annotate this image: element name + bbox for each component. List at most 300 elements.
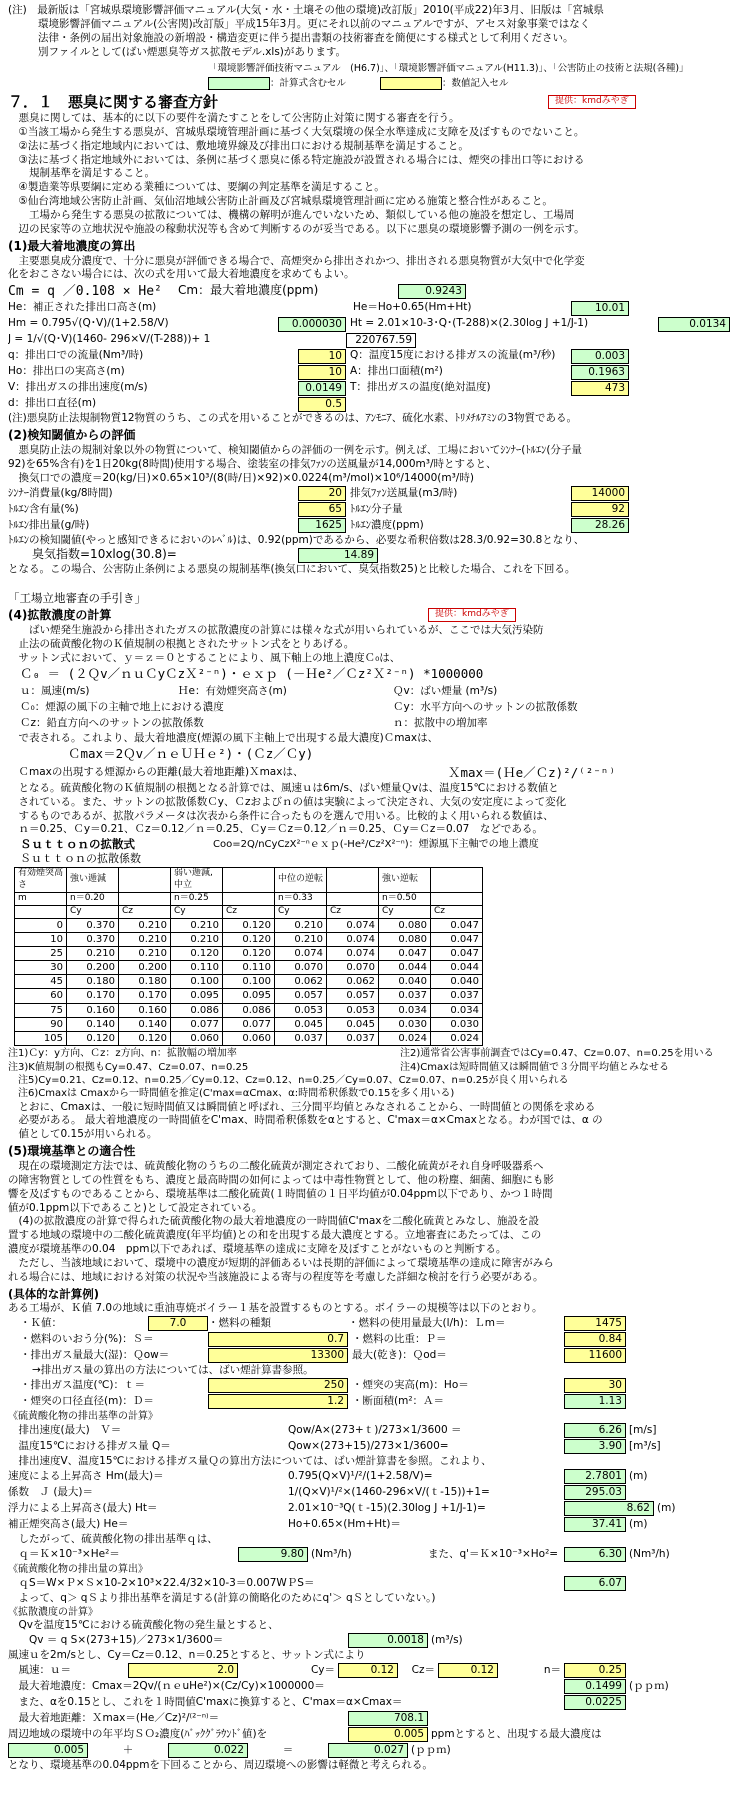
table-cell bbox=[431, 867, 483, 892]
Q-label: Q：温度15度における排ガスの流量(m³/秒) bbox=[350, 349, 556, 362]
hm-label: 速度による上昇高さ Hm(最大)＝ bbox=[8, 1469, 164, 1482]
odor-index-value: 14.89 bbox=[298, 548, 378, 563]
note-line: 注5)Cy=0.21、Cz=0.12、n=0.25／Cy=0.12、Cz=0.12、n=0.25／Cy=0.07、Cz=0.07、n=0.25が良く用いられる bbox=[8, 1075, 569, 1087]
j-label: 係数 Ｊ (最大)＝ bbox=[8, 1485, 94, 1498]
toluene-pct-label: ﾄﾙｴﾝ含有量(%) bbox=[8, 502, 79, 515]
j-formula-ex: 1/(Q×V)¹/²×(1460-296×V/(ｔ-15))+1= bbox=[288, 1485, 490, 1498]
text-line: 悪臭防止法の規制対象以外の物質について、検知閾値からの評価の一例を示す。例えば、工場においてｼﾝﾅｰ(ﾄﾙｴﾝ(分子量 bbox=[8, 443, 582, 456]
var-c0: Ｃ₀：煙源の風下の主軸で地上における濃度 bbox=[20, 701, 224, 714]
table-cell: 0.180 bbox=[119, 975, 171, 989]
section-7-title: ７．１ 悪臭に関する審査方針 bbox=[8, 93, 219, 112]
text-line: (4)の拡散濃度の計算で得られた硫黄酸化物の最大着地濃度の一時間値C'maxを二酸化硫黄とみなし、施設を設 bbox=[8, 1215, 539, 1228]
sutton-title: Ｓｕｔｔｏｎの拡散式 bbox=[20, 837, 135, 852]
sum-increment: 0.022 bbox=[168, 1743, 248, 1758]
q2-label: また、q'＝Ｋ×10⁻³×Ho²= bbox=[428, 1547, 559, 1560]
table-cell: 0.057 bbox=[275, 989, 327, 1003]
ht-unit: (m) bbox=[657, 1501, 676, 1514]
text-line: 悪臭に関しては、基本的に以下の要件を満たすことをして公害防止対策に関する審査を行う。 bbox=[8, 111, 460, 124]
sutton-formula: Coo=2Q/nCyCzX²⁻ⁿｅｘｐ(-He²/Cz²X²⁻ⁿ)：煙源風下主軸での地上濃度 bbox=[213, 839, 539, 851]
intro-line: (注) 最新版は「宮城県環境影響評価マニュアル(大気・水・土壌その他の環境)改訂版」2010(平成22)年3月、旧版は「宮城県 bbox=[8, 4, 604, 16]
table-note: 注2)通常省公害事前調査ではCy=0.47、Cz=0.07、n=0.25を用いる bbox=[400, 1047, 714, 1059]
text-line: 92)を65%含有)を1日20kg(8時間)使用する場合、塗装室の排気ﾌｧﾝの送風量が14,000m³/時とすると、 bbox=[8, 457, 497, 470]
table-cell: 0.110 bbox=[171, 961, 223, 975]
Q-value: 0.003 bbox=[571, 349, 629, 364]
cmax-value: 0.1499 bbox=[564, 1679, 626, 1694]
table-cell: 0.047 bbox=[431, 946, 483, 960]
toluene-conc-label: ﾄﾙｴﾝ濃度(ppm) bbox=[350, 518, 424, 531]
table-cell: 0.034 bbox=[431, 1003, 483, 1017]
q-label: q：排出口での流量(Nm³/時) bbox=[8, 349, 144, 362]
area-value: 1.13 bbox=[564, 1394, 626, 1409]
table-cell: 75 bbox=[15, 1003, 67, 1017]
note-line: とおに、Cmaxは、一般に短時間値又は瞬間値と呼ばれ、三分間平均値とみなされることから、一時間値との関係を求める bbox=[8, 1100, 596, 1113]
note-line: 注6)Cmaxは Cmaxから一時間値を推定(C'max=αCmax、α:時間希釈係数で0.15を多く用いる) bbox=[8, 1088, 455, 1100]
u-label: 風速：ｕ＝ bbox=[8, 1663, 71, 1676]
therefore-line: したがって、硫黄酸化物の排出基準ｑは、 bbox=[8, 1532, 218, 1545]
table-cell: 0.074 bbox=[327, 918, 379, 932]
toluene-mw-value[interactable]: 92 bbox=[571, 502, 629, 517]
sum-unit: (ｐｐｍ) bbox=[411, 1743, 451, 1756]
section-1-title: (1)最大着地濃度の算出 bbox=[8, 238, 136, 253]
hm-unit: (m) bbox=[629, 1469, 648, 1482]
q15-unit: [m³/s] bbox=[629, 1439, 661, 1452]
alpha-value: 0.0225 bbox=[564, 1695, 626, 1710]
table-cell: 0.060 bbox=[171, 1032, 223, 1046]
table-cell: Cy bbox=[275, 905, 327, 918]
cz-label: Cz＝ bbox=[411, 1663, 435, 1676]
v-value: 0.0149 bbox=[298, 381, 346, 396]
table-cell: 0 bbox=[15, 918, 67, 932]
table-cell: 0.040 bbox=[431, 975, 483, 989]
q2-unit: (Nm³/h) bbox=[629, 1547, 670, 1560]
table-cell: 強い逓減 bbox=[67, 867, 119, 892]
table-cell: 0.210 bbox=[171, 918, 223, 932]
table-cell: 0.074 bbox=[327, 932, 379, 946]
intro-note bbox=[8, 4, 732, 59]
q15-value: 3.90 bbox=[564, 1439, 626, 1454]
table-cell: 0.053 bbox=[275, 1003, 327, 1017]
text-line: 置する地域の環境中の二酸化硫黄濃度(年平均値)との和を出現する最大濃度とする。立地審査にあたっては、この bbox=[8, 1229, 542, 1242]
table-cell: n＝0.20 bbox=[67, 892, 119, 905]
q-std-value: 9.80 bbox=[238, 1547, 308, 1562]
table-cell: 0.070 bbox=[275, 961, 327, 975]
qs-value: 6.07 bbox=[564, 1576, 626, 1591]
background-label: 周辺地域の環境中の年平均ＳＯ₂濃度(ﾊﾞｯｸｸﾞﾗｳﾝﾄﾞ値)を bbox=[8, 1727, 268, 1740]
ht-formula-ex: 2.01×10⁻³Q(ｔ-15)(2.30log J +1/J-1)= bbox=[288, 1501, 486, 1514]
u-value[interactable]: 2.0 bbox=[128, 1663, 238, 1678]
table-note: 注4)Cmaxは短時間値又は瞬間値で３分間平均値とみなせる bbox=[400, 1061, 670, 1073]
text-line: れる場合には、地域における対策の状況や当該施設による寄与の程度等を考慮した詳細な検討を行う必要がある。 bbox=[8, 1270, 544, 1283]
qod-label: 最大(乾き)：Ｑod＝ bbox=[352, 1348, 447, 1361]
table-row bbox=[15, 932, 483, 946]
qow-value[interactable]: 13300 bbox=[208, 1348, 348, 1363]
table-cell: 0.045 bbox=[327, 1017, 379, 1031]
table-cell: 0.060 bbox=[223, 1032, 275, 1046]
he-unit: (m) bbox=[629, 1517, 648, 1530]
table-cell: 0.210 bbox=[275, 932, 327, 946]
table-cell: 0.210 bbox=[275, 918, 327, 932]
text-line: 値が0.1ppm以下であること)として設定されている。 bbox=[8, 1201, 263, 1214]
v-label: V：排出ガスの排出速度(m/s) bbox=[8, 381, 148, 394]
text-line: ｎ＝0.25、Ｃy＝0.21、Ｃz＝0.12／ｎ＝0.25、Ｃy＝Ｃz＝0.12／ｎ＝0.25、Ｃy＝Ｃz＝0.07 などである。 bbox=[8, 823, 543, 836]
table-cell: 0.044 bbox=[431, 961, 483, 975]
table-cell: 0.037 bbox=[275, 1032, 327, 1046]
table-cell bbox=[223, 892, 275, 905]
text-line: ③法に基づく指定地域外においては、条例に基づく悪臭に係る特定施設が設置される場合には、煙突の排出口等における bbox=[8, 153, 585, 166]
legend-input-label: ：数値記入セル bbox=[442, 77, 509, 89]
fan-label: 排気ﾌｧﾝ送風量(m3/時) bbox=[350, 486, 458, 499]
table-cell: 0.077 bbox=[171, 1017, 223, 1031]
table-cell: 弱い逓減, 中立 bbox=[171, 867, 223, 892]
var-u: ｕ：風速(m/s) bbox=[20, 685, 90, 698]
sutton-coefficient-table bbox=[14, 867, 483, 1046]
table-cell: 0.370 bbox=[67, 932, 119, 946]
text-line: 辺の民家等の立地状況や施設の稼動状況等も含めて判断するのが妥当である。以下に悪臭の環境影響予測の一例を示す。 bbox=[8, 222, 585, 235]
table-cell bbox=[15, 905, 67, 918]
t-value[interactable]: 473 bbox=[571, 381, 629, 396]
text-line: サットン式において、ｙ＝ｚ＝０とすることにより、風下軸上の地上濃度Ｃ₀は、 bbox=[8, 652, 401, 665]
table-cell: 0.200 bbox=[119, 961, 171, 975]
cz-value[interactable]: 0.12 bbox=[438, 1663, 498, 1678]
table-cell: 0.080 bbox=[379, 932, 431, 946]
table-cell: 0.047 bbox=[379, 946, 431, 960]
background-value[interactable]: 0.005 bbox=[348, 1727, 428, 1742]
text-line: ⑤仙台湾地域公害防止計画、気仙沼地域公害防止計画及び宮城県環境管理計画に定める施策と整合性があること。 bbox=[8, 195, 553, 208]
table-cell: 0.120 bbox=[223, 932, 275, 946]
intro-line: 別ファイルとして(ばい煙悪臭等ガス拡散モデル.xls)があります。 bbox=[38, 45, 347, 58]
ho-label: Ho：排出口の実高さ(m) bbox=[8, 365, 125, 378]
table-cell: 0.057 bbox=[327, 989, 379, 1003]
toluene-conc-value: 28.26 bbox=[571, 518, 629, 533]
table-cell: 0.037 bbox=[327, 1032, 379, 1046]
table-cell: 0.095 bbox=[171, 989, 223, 1003]
table-cell: 0.140 bbox=[119, 1017, 171, 1031]
text-line: の障害物質としての性質をもち、濃度と最高時間の如何によっては中毒性物質として、他の粉塵、細菌、細胞にも影 bbox=[8, 1173, 554, 1186]
text-line: 化をおこさない場合には、次の式を用いて最大着地濃度を求めてもよい。 bbox=[8, 268, 355, 281]
table-cell: 10 bbox=[15, 932, 67, 946]
table-cell: 0.140 bbox=[67, 1017, 119, 1031]
cy-label: Cy＝ bbox=[310, 1663, 335, 1676]
gas-temp-value[interactable]: 250 bbox=[208, 1378, 348, 1393]
table-cell: 0.110 bbox=[223, 961, 275, 975]
table-cell: 0.200 bbox=[67, 961, 119, 975]
gas-temp-label: ・排出ガス温度(℃)：ｔ＝ bbox=[20, 1378, 145, 1391]
table-cell: Cy bbox=[379, 905, 431, 918]
ht-label: 浮力による上昇高さ(最大) Ht＝ bbox=[8, 1501, 158, 1514]
table-header-row bbox=[15, 892, 483, 905]
ho-value[interactable]: 10 bbox=[298, 365, 346, 380]
ht-formula: Ht = 2.01×10-3･Q･(T-288)×(2.30log J +1/J-1) bbox=[350, 317, 589, 330]
table-cell: 25 bbox=[15, 946, 67, 960]
table-cell: 0.086 bbox=[223, 1003, 275, 1017]
a-value: 0.1963 bbox=[571, 365, 629, 380]
ht-value: 0.0134 bbox=[658, 317, 730, 332]
diameter-value[interactable]: 1.2 bbox=[208, 1394, 348, 1409]
table-cell: 0.074 bbox=[327, 946, 379, 960]
text-line: となる。硫黄酸化物のＫ値規制の根拠となる計算では、風速ｕは6m/s、ばい煙量Ｑvは、温度15℃における数値と bbox=[8, 781, 559, 794]
q-std-label: ｑ＝Ｋ×10⁻³×He²＝ bbox=[8, 1547, 120, 1560]
table-cell: 0.053 bbox=[327, 1003, 379, 1017]
toluene-mw-label: ﾄﾙｴﾝ分子量 bbox=[350, 502, 403, 515]
table-cell bbox=[119, 867, 171, 892]
hm-formula-ex: 0.795(Q×V)¹/²/(1+2.58/V)= bbox=[288, 1469, 433, 1482]
table-cell bbox=[327, 892, 379, 905]
intro-line: 法律・条例の届出対象施設の新増設・構造変更に伴う提出書類の技術審査を簡便にする様式として利用ください。 bbox=[38, 31, 574, 44]
table-row bbox=[15, 961, 483, 975]
table-cell: 0.370 bbox=[67, 918, 119, 932]
table-cell: Cy bbox=[171, 905, 223, 918]
table-cell: Cz bbox=[327, 905, 379, 918]
j-formula: J = 1/√(Q･V)(1460- 296×V/(T-288))+ 1 bbox=[8, 333, 211, 346]
table-cell: 45 bbox=[15, 975, 67, 989]
c0-formula: Ｃ₀ ＝ (２Ｑv／ｎｕＣyＣzＸ²⁻ⁿ)・ｅｘｐ (－Ｈe²／Ｃz²Ｘ²⁻ⁿ) *1000000 bbox=[20, 665, 484, 681]
provider-badge: 提供：kmdみやぎ bbox=[428, 608, 516, 622]
q-value[interactable]: 10 bbox=[298, 349, 346, 364]
toluene-emission-value: 1625 bbox=[298, 518, 346, 533]
qv-note: Qvを温度15℃における硫黄酸化物の発生量とすると、 bbox=[8, 1618, 279, 1631]
t-label: T：排出ガスの温度(絶対温度) bbox=[350, 381, 491, 394]
table-cell: 0.120 bbox=[223, 918, 275, 932]
hm-formula: Hm = 0.795√(Q･V)/(1+2.58/V) bbox=[8, 317, 169, 330]
table-row bbox=[15, 1003, 483, 1017]
j-value: 220767.59 bbox=[346, 333, 416, 348]
table-cell bbox=[431, 892, 483, 905]
table-cell: 中位の逆転 bbox=[275, 867, 327, 892]
wind-note: 風速ｕを2m/sとし、Cy＝Cz＝0.12、n＝0.25とすると、サットン式により bbox=[8, 1648, 366, 1661]
area-label: ・断面積(m²：Ａ＝ bbox=[352, 1394, 445, 1407]
intro-line: 環境影響評価マニュアル(公害関)改訂版」平成15年3月。更にそれ以前のマニュアルですが、アセス対象事業ではなく bbox=[38, 17, 591, 30]
hm-value-ex: 2.7801 bbox=[564, 1469, 626, 1484]
text-line: ただし、当該地域において、環境中の濃度が短期的評価あるいは長期的評価によって環境基準の達成に障害がみら bbox=[8, 1257, 554, 1270]
table-cell: n＝0.33 bbox=[275, 892, 327, 905]
text-line: 換気口での濃度＝20(kg/日)×0.65×10³/(8(時/日)×92)×0.0224(m³/mol)×10⁶/14000(m³/時) bbox=[8, 471, 474, 484]
table-cell: 0.210 bbox=[171, 932, 223, 946]
table-header-row bbox=[15, 867, 483, 892]
table-row bbox=[15, 989, 483, 1003]
text-line: 主要悪臭成分濃度で、十分に悪臭が評価できる場合で、高煙突から排出されかつ、排出される悪臭物質が大気中で化学変 bbox=[8, 254, 585, 267]
k-label: ・Ｋ値： bbox=[20, 1316, 62, 1329]
table-cell: 0.180 bbox=[67, 975, 119, 989]
sum-background: 0.005 bbox=[8, 1743, 88, 1758]
background-tail: ppmとすると、出現する最大濃度は bbox=[431, 1727, 602, 1740]
text-line: 工場から発生する悪臭の拡散については、機構の解明が進んでいないため、類似している他の施設を想定し、工場周 bbox=[8, 208, 575, 221]
he-label: He：補正された排出口高さ(m) bbox=[8, 301, 157, 314]
table-cell: 90 bbox=[15, 1017, 67, 1031]
he-value-ex: 37.41 bbox=[564, 1517, 626, 1532]
he-formula-ex: Ho+0.65×(Hm+Ht)＝ bbox=[288, 1517, 401, 1530]
text-line: ﾄﾙｴﾝの検知閾値(やっと感知できるにおいのﾚﾍﾞﾙ)は、0.92(ppm)であるから、必要な希釈倍数は28.3/0.92=30.8となり、 bbox=[8, 533, 585, 546]
fuel-use-value[interactable]: 1475 bbox=[564, 1316, 626, 1331]
table-cell: 105 bbox=[15, 1032, 67, 1046]
table-cell: 0.160 bbox=[119, 1003, 171, 1017]
q-std-unit: (Nm³/h) bbox=[311, 1547, 352, 1560]
text-line: ②法に基づく指定地域内においては、敷地境界線及び排出口における規制基準を満足すること。 bbox=[8, 139, 469, 152]
section-7-body bbox=[8, 112, 732, 237]
diameter-label: ・煙突の口径直径(m)：Ｄ＝ bbox=[20, 1394, 154, 1407]
cmax-label: 最大着地濃度：Cmax＝2Qv/(ｎｅuHe²)×(Cz/Cy)×1000000＝ bbox=[8, 1679, 325, 1692]
q2-value: 6.30 bbox=[564, 1547, 626, 1562]
q15-label: 温度15℃における排ガス量 Q＝ bbox=[8, 1439, 171, 1452]
k-value[interactable]: 7.0 bbox=[148, 1316, 208, 1331]
toluene-emission-label: ﾄﾙｴﾝ排出量(g/時) bbox=[8, 518, 90, 531]
qs-label: ｑS＝W×Ｐ×Ｓ×10-2×10³×22.4/32×10-3＝0.007WＰS＝ bbox=[8, 1576, 315, 1589]
table-cell: 0.030 bbox=[379, 1017, 431, 1031]
sum-equals: ＝ bbox=[282, 1743, 294, 1756]
cmax-formula: Ｃmax＝2Ｑv／ｎｅＵＨｅ²)・(Ｃz／Ｃy) bbox=[68, 745, 314, 761]
stack-height-label: ・煙突の実高(m)：Ho＝ bbox=[352, 1378, 469, 1391]
s1-note: (注)悪臭防止法規制物質12物質のうち、この式を用いることができるのは、ｱﾝﾓﾆｱ、硫化水素、ﾄﾘﾒﾁﾙｱﾐﾝの3物質である。 bbox=[8, 412, 577, 425]
toluene-pct-value[interactable]: 65 bbox=[298, 502, 346, 517]
table-cell: 0.044 bbox=[379, 961, 431, 975]
cm-formula: Cm = q ／0.108 × He² bbox=[8, 283, 162, 299]
table-cell: Cz bbox=[223, 905, 275, 918]
stack-height-value[interactable]: 30 bbox=[564, 1378, 626, 1393]
emission-standard-heading: 《硫黄酸化物の排出基準の計算》 bbox=[8, 1410, 158, 1422]
ht-value-ex: 8.62 bbox=[564, 1501, 654, 1516]
table-cell: 0.045 bbox=[275, 1017, 327, 1031]
qv-value: 0.0018 bbox=[348, 1633, 428, 1648]
note-line: 値として0.15が用いられる。 bbox=[8, 1128, 158, 1141]
v-unit: [m/s] bbox=[629, 1423, 657, 1436]
sum-plus: ＋ bbox=[122, 1743, 134, 1756]
section-5-title: (5)環境基準との適合性 bbox=[8, 1144, 136, 1159]
table-cell: m bbox=[15, 892, 67, 905]
v-formula: Qow/A×(273+ｔ)/273×1/3600 ＝ bbox=[288, 1423, 462, 1436]
qod-value[interactable]: 11600 bbox=[564, 1348, 626, 1363]
table-cell: 0.034 bbox=[379, 1003, 431, 1017]
provider-badge: 提供：kmdみやぎ bbox=[548, 95, 636, 109]
sutton-subtitle: Ｓｕｔｔｏｎの拡散係数 bbox=[20, 852, 141, 866]
cy-value[interactable]: 0.12 bbox=[338, 1663, 398, 1678]
sum-total: 0.027 bbox=[328, 1743, 408, 1758]
cmax-unit: (ｐｐｍ) bbox=[629, 1679, 669, 1692]
table-cell: 0.120 bbox=[67, 1032, 119, 1046]
text-line: ①当該工場から発生する悪臭が、宮城県環境管理計画に基づく大気環境の保全水準達成に支障を及ぼすものでないこと。 bbox=[8, 125, 585, 138]
n-value[interactable]: 0.25 bbox=[564, 1663, 626, 1678]
text-line: ばい煙発生施設から排出されたガスの拡散濃度の計算には様々な式が用いられているが、ここでは大気汚染防 bbox=[8, 624, 544, 637]
text-line: 濃度が環境基準の0.04 ppm以下であれば、環境基準の達成に支障を及ぼすことがないものと判断する。 bbox=[8, 1243, 507, 1256]
table-note: 注1)Ｃy：y方向、Ｃz：z方向、n：拡散幅の増加率 bbox=[8, 1047, 237, 1059]
a-label: A：排出口面積(m²) bbox=[350, 365, 443, 378]
section-4-title: (4)拡散濃度の計算 bbox=[8, 608, 112, 623]
xmax-label: 最大着地距離：Ｘmax＝(He／Cz)²/⁽²⁻ⁿ⁾＝ bbox=[8, 1711, 220, 1724]
table-cell: 0.070 bbox=[327, 961, 379, 975]
text-line: で表される。これより、最大着地濃度(煙源の風下主軸上で出現する最大濃度)Ｃmaxは、 bbox=[8, 731, 439, 744]
odor-index-label: 臭気指数=10xlog(30.8)= bbox=[8, 547, 177, 562]
table-row bbox=[15, 975, 483, 989]
var-cy: Ｃy：水平方向へのサットンの拡散係数 bbox=[393, 701, 578, 714]
cell-legend bbox=[8, 76, 732, 92]
table-cell: 0.100 bbox=[223, 975, 275, 989]
q15-note: 排出速度V、温度15℃における排ガス量Ｑの算出方法については、ばい煙計算書を参照。これより、 bbox=[8, 1454, 492, 1467]
j-value-ex: 295.03 bbox=[564, 1485, 626, 1500]
cm-value: 0.9243 bbox=[398, 284, 466, 299]
emission-heading: 《硫黄酸化物の排出量の算出》 bbox=[8, 1563, 148, 1575]
table-cell bbox=[119, 892, 171, 905]
xmax-text: Ｃmaxの出現する煙源からの距離(最大着地距離)Ｘmaxは、 bbox=[8, 765, 304, 778]
thinner-value[interactable]: 20 bbox=[298, 486, 346, 501]
table-cell: 0.210 bbox=[119, 946, 171, 960]
table-cell: 0.077 bbox=[223, 1017, 275, 1031]
table-cell: 0.170 bbox=[67, 989, 119, 1003]
table-cell: 0.120 bbox=[171, 946, 223, 960]
table-cell bbox=[223, 867, 275, 892]
table-cell: 0.074 bbox=[275, 946, 327, 960]
guide-title: 「工場立地審査の手引き」 bbox=[8, 591, 146, 606]
fan-value[interactable]: 14000 bbox=[571, 486, 629, 501]
gravity-value[interactable]: 0.84 bbox=[564, 1332, 626, 1347]
table-row bbox=[15, 1017, 483, 1031]
legend-input-swatch bbox=[380, 77, 442, 90]
section-2-title: (2)検知閾値からの評価 bbox=[8, 428, 136, 443]
diffusion-heading: 《拡散濃度の計算》 bbox=[8, 1606, 98, 1618]
d-value[interactable]: 0.5 bbox=[298, 397, 346, 412]
text-line: されている。また、サットンの拡散係数Ｃy、Ｃzおよびｎの値は実験によって決定され、大気の安定度によって変化 bbox=[8, 795, 567, 808]
var-qv: Ｑv：ばい煙量 (m³/s) bbox=[393, 685, 498, 698]
gravity-label: ・燃料の比重：Ｐ＝ bbox=[352, 1332, 447, 1345]
table-note: 注3)K値規制の根拠もCy=0.47、Cz=0.07、n=0.25 bbox=[8, 1061, 249, 1073]
text-line: 現在の環境測定方法では、硫黄酸化物のうちの二酸化硫黄が測定されており、二酸化硫黄がそれ自身呼吸器系へ bbox=[8, 1160, 544, 1173]
v-label: 排出速度(最大) Ｖ＝ bbox=[8, 1423, 122, 1436]
text-line: 止法の硫黄酸化物のＫ値規制の根拠とされたサットン式をとりあげる。 bbox=[8, 638, 355, 651]
table-cell bbox=[327, 867, 379, 892]
legend-calc-label: ：計算式含むセル bbox=[270, 77, 347, 89]
table-header-row bbox=[15, 905, 483, 918]
table-cell: 0.037 bbox=[379, 989, 431, 1003]
table-cell: n＝0.25 bbox=[171, 892, 223, 905]
table-cell: 0.120 bbox=[223, 946, 275, 960]
table-cell: 0.047 bbox=[431, 932, 483, 946]
table-cell: 0.080 bbox=[379, 918, 431, 932]
table-cell: 0.210 bbox=[67, 946, 119, 960]
v-value: 6.26 bbox=[564, 1423, 626, 1438]
qs-note: よって、q＞ qＳより排出基準を満足する(計算の簡略化のためにq'＞ qＳとしていない。) bbox=[8, 1591, 436, 1604]
table-cell: 0.095 bbox=[223, 989, 275, 1003]
he-label-ex: 補正煙突高さ(最大) He＝ bbox=[8, 1517, 129, 1530]
text-line: となる。この場合、公害防止条例による悪臭の規制基準(換気口において、臭気指数25)と比較した場合、これを下回る。 bbox=[8, 563, 576, 576]
table-cell: 0.210 bbox=[119, 918, 171, 932]
example-title: (具体的な計算例) bbox=[8, 1286, 100, 1301]
text-line: 規制基準を満足すること。 bbox=[8, 167, 155, 180]
table-cell: 0.170 bbox=[119, 989, 171, 1003]
sulfur-value[interactable]: 0.7 bbox=[208, 1332, 348, 1347]
cm-label: Cm：最大着地濃度(ppm) bbox=[178, 283, 319, 298]
table-cell: 強い逆転 bbox=[379, 867, 431, 892]
table-cell: 0.024 bbox=[431, 1032, 483, 1046]
table-cell: 0.040 bbox=[379, 975, 431, 989]
table-row bbox=[15, 1032, 483, 1046]
sulfur-label: ・燃料のいおう分(%)：Ｓ＝ bbox=[20, 1332, 154, 1345]
example-intro: ある工場が、Ｋ値 7.0の地域に重油専焼ボイラー１基を設置するものとする。ボイラーの規模等は以下のとおり。 bbox=[8, 1301, 543, 1314]
table-cell: 0.100 bbox=[171, 975, 223, 989]
xmax-value: 708.1 bbox=[348, 1711, 428, 1726]
hm-value: 0.000030 bbox=[278, 317, 346, 332]
qow-note: →排出ガス量の算出の方法については、ばい煙計算書参照。 bbox=[32, 1363, 314, 1376]
qv-unit: (m³/s) bbox=[431, 1633, 463, 1646]
table-cell: Cz bbox=[119, 905, 171, 918]
table-cell: 0.062 bbox=[327, 975, 379, 989]
d-label: d：排出口直径(m) bbox=[8, 397, 97, 410]
table-row bbox=[15, 918, 483, 932]
table-cell: n＝0.50 bbox=[379, 892, 431, 905]
text-line: するものであるが、拡散パラメータは次表から条件に合ったものを選んで用いる。比較的よく用いられる数値は、 bbox=[8, 809, 554, 822]
he-value: 10.01 bbox=[571, 301, 629, 316]
table-cell: Cz bbox=[431, 905, 483, 918]
table-cell: 0.086 bbox=[171, 1003, 223, 1017]
table-cell: 0.062 bbox=[275, 975, 327, 989]
text-line: ④製造業等県要綱に定める業種については、要綱の判定基準を満足すること。 bbox=[8, 181, 385, 194]
table-cell: 0.030 bbox=[431, 1017, 483, 1031]
